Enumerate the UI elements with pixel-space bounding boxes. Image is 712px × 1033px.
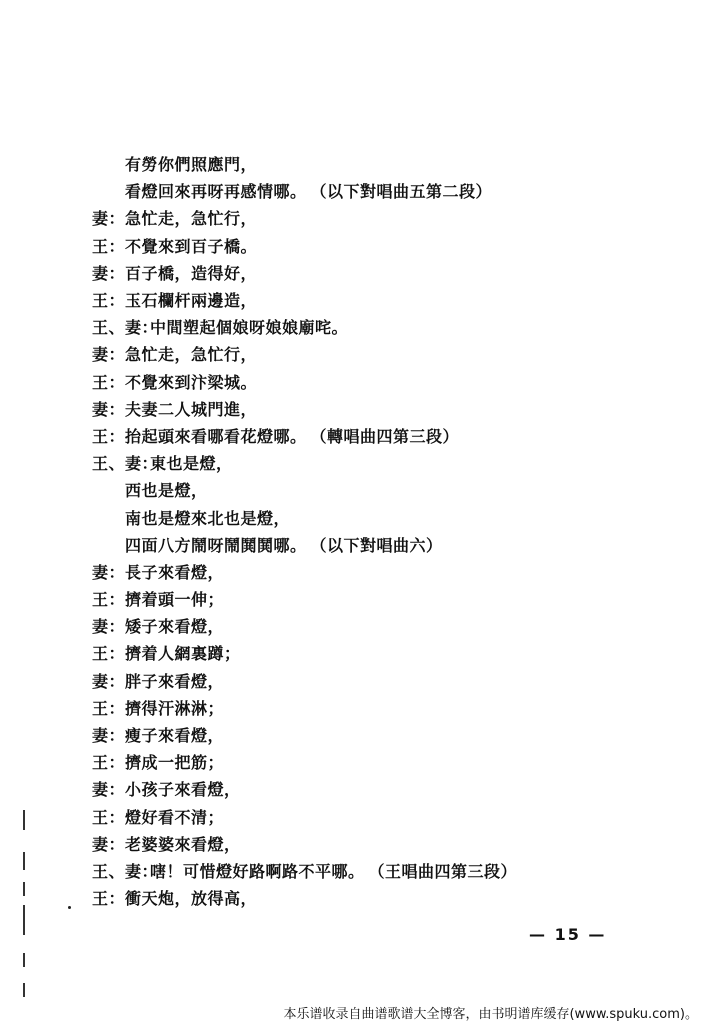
lyric-line — [92, 884, 652, 911]
lyric-text: 不覺來到汴梁城。 — [125, 372, 258, 392]
lyric-line — [92, 531, 652, 558]
lyric-line — [92, 857, 652, 884]
margin-tick — [23, 882, 25, 896]
margin-dot — [68, 906, 71, 909]
speaker-label: 王： — [92, 644, 126, 664]
lyric-text: 瘦子來看燈， — [125, 726, 225, 746]
lyric-text: 矮子來看燈， — [125, 617, 225, 637]
speaker-label: 王： — [92, 236, 126, 256]
lyric-line — [92, 748, 652, 775]
margin-tick — [23, 852, 25, 870]
margin-tick — [23, 983, 25, 997]
lyric-line — [92, 667, 652, 694]
page-number: — 15 — — [529, 925, 607, 944]
source-footer: 本乐谱收录自曲谱歌谱大全博客，由书明谱库缓存(www.spuku.com)。 — [283, 1007, 698, 1022]
lyric-text: 急忙走，急忙行， — [125, 345, 258, 365]
lyric-text: 胖子來看燈， — [125, 671, 225, 691]
lyric-text: 衝天炮，放得高， — [125, 889, 258, 909]
speaker-label: 王： — [92, 889, 126, 909]
lyric-text: 擠成一把筋； — [125, 753, 225, 773]
lyric-line — [92, 313, 652, 340]
lyric-text: 夫妻二人城門進， — [125, 399, 258, 419]
lyrics-body — [92, 150, 652, 911]
speaker-label: 王、妻： — [92, 861, 159, 881]
lyric-text: 老婆婆來看燈， — [125, 834, 241, 854]
lyric-text: 中間塑起個娘呀娘娘廟咤。 — [150, 318, 349, 338]
lyric-line — [92, 803, 652, 830]
performance-note: （王唱曲四第三段） — [368, 861, 518, 881]
lyric-text: 南也是燈來北也是燈， — [125, 508, 291, 528]
speaker-label: 妻： — [92, 399, 126, 419]
speaker-label: 妻： — [92, 780, 126, 800]
speaker-label: 妻： — [92, 345, 126, 365]
speaker-label: 王： — [92, 291, 126, 311]
speaker-label: 王、妻： — [92, 318, 159, 338]
lyric-text: 百子橋，造得好， — [125, 263, 258, 283]
margin-tick — [23, 905, 25, 935]
lyric-text: 小孩子來看燈， — [125, 780, 241, 800]
speaker-label: 妻： — [92, 671, 126, 691]
speaker-label: 王、妻： — [92, 454, 159, 474]
lyric-line — [92, 395, 652, 422]
lyric-line — [92, 721, 652, 748]
performance-note: （以下對唱曲六） — [310, 535, 443, 555]
lyric-text: 有勞你們照應門， — [125, 155, 258, 175]
lyric-text: 抬起頭來看哪看花燈哪。 — [125, 426, 307, 446]
speaker-label: 妻： — [92, 209, 126, 229]
lyric-text: 不覺來到百子橋。 — [125, 236, 258, 256]
speaker-label: 王： — [92, 590, 126, 610]
lyric-line — [92, 368, 652, 395]
speaker-label: 妻： — [92, 726, 126, 746]
lyric-text: 燈好看不清； — [125, 807, 225, 827]
lyric-line — [92, 259, 652, 286]
lyric-line — [92, 558, 652, 585]
lyric-text: 嗐！可惜燈好路啊路不平哪。 — [150, 861, 365, 881]
lyric-text: 西也是燈， — [125, 481, 208, 501]
speaker-label: 妻： — [92, 617, 126, 637]
lyric-line — [92, 503, 652, 530]
lyric-line — [92, 639, 652, 666]
speaker-label: 王： — [92, 807, 126, 827]
lyric-line — [92, 177, 652, 204]
lyric-line — [92, 612, 652, 639]
performance-note: （轉唱曲四第三段） — [310, 426, 460, 446]
lyric-line — [92, 830, 652, 857]
lyric-text: 擠着人網裏蹲； — [125, 644, 241, 664]
speaker-label: 王： — [92, 698, 126, 718]
performance-note: （以下對唱曲五第二段） — [310, 182, 493, 202]
lyric-text: 看燈回來再呀再感情哪。 — [125, 182, 307, 202]
lyric-line — [92, 476, 652, 503]
lyric-text: 東也是燈， — [150, 454, 233, 474]
lyric-line — [92, 449, 652, 476]
lyric-line — [92, 340, 652, 367]
binding-margin-marks — [0, 0, 60, 1033]
speaker-label: 王： — [92, 753, 126, 773]
speaker-label: 妻： — [92, 263, 126, 283]
lyric-line — [92, 286, 652, 313]
speaker-label: 妻： — [92, 834, 126, 854]
lyric-text: 四面八方鬧呀鬧鬨鬨哪。 — [125, 535, 307, 555]
lyric-text: 擠得汗淋淋； — [125, 698, 225, 718]
lyric-line — [92, 422, 652, 449]
lyric-line — [92, 232, 652, 259]
lyric-text: 長子來看燈， — [125, 562, 225, 582]
lyric-text: 擠着頭一伸； — [125, 590, 225, 610]
lyric-line — [92, 585, 652, 612]
lyric-text: 急忙走，急忙行， — [125, 209, 258, 229]
lyric-line — [92, 150, 652, 177]
speaker-label: 王： — [92, 372, 126, 392]
speaker-label: 王： — [92, 426, 126, 446]
lyric-line — [92, 775, 652, 802]
margin-tick — [23, 810, 25, 830]
margin-tick — [23, 953, 25, 967]
lyric-line — [92, 694, 652, 721]
lyric-text: 玉石欄杆兩邊造， — [125, 291, 258, 311]
speaker-label: 妻： — [92, 562, 126, 582]
lyric-line — [92, 204, 652, 231]
